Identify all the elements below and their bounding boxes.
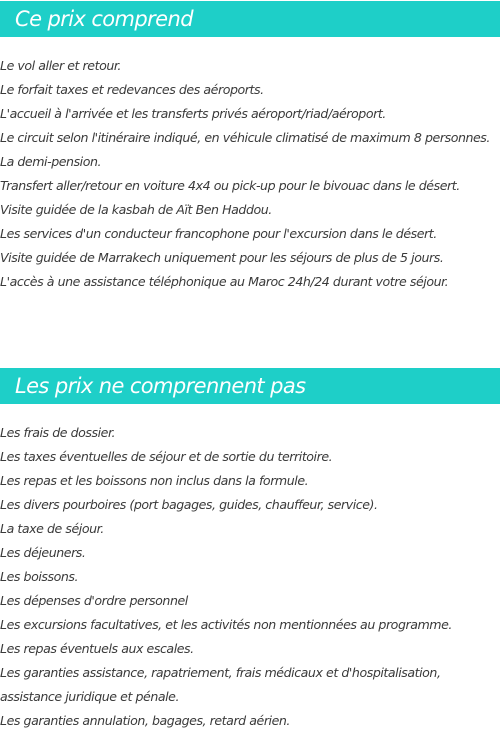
list-item: Les boissons. [0, 569, 79, 584]
list-item: Les services d'un conducteur francophone pour l'excursion dans le désert. [0, 226, 437, 241]
list-item: Le circuit selon l'itinéraire indiqué, en véhicule climatisé de maximum 8 personnes. [0, 130, 490, 145]
list-item: La taxe de séjour. [0, 521, 104, 536]
list-item: Les divers pourboires (port bagages, guides, chauffeur, service). [0, 497, 378, 512]
list-item: Visite guidée de la kasbah de Aït Ben Haddou. [0, 202, 272, 217]
list-item: Le forfait taxes et redevances des aéroports. [0, 82, 264, 97]
list-item: Les garanties annulation, bagages, retard aérien. [0, 713, 290, 728]
list-item: Les taxes éventuelles de séjour et de sortie du territoire. [0, 449, 333, 464]
price-excludes-list [0, 421, 500, 733]
list-item: Les repas éventuels aux escales. [0, 641, 194, 656]
list-item: L'accès à une assistance téléphonique au Maroc 24h/24 durant votre séjour. [0, 274, 449, 289]
price-includes-title: Ce prix comprend [15, 6, 193, 31]
list-item: Les frais de dossier. [0, 425, 116, 440]
price-includes-section [0, 1, 500, 294]
price-includes-list [0, 54, 500, 294]
list-item: Les dépenses d'ordre personnel [0, 593, 188, 608]
list-item: La demi-pension. [0, 154, 102, 169]
price-excludes-header [0, 368, 500, 404]
list-item: Les déjeuners. [0, 545, 86, 560]
list-item: Les garanties assistance, rapatriement, frais médicaux et d'hospitalisation, assistance juridique et pénale. [0, 665, 441, 704]
list-item: Visite guidée de Marrakech uniquement pour les séjours de plus de 5 jours. [0, 250, 444, 265]
price-excludes-title: Les prix ne comprennent pas [15, 373, 306, 398]
list-item: L'accueil à l'arrivée et les transferts privés aéroport/riad/aéroport. [0, 106, 386, 121]
list-item: Les repas et les boissons non inclus dans la formule. [0, 473, 309, 488]
list-item: Les excursions facultatives, et les activités non mentionnées au programme. [0, 617, 452, 632]
price-excludes-section [0, 368, 500, 733]
list-item: Le vol aller et retour. [0, 58, 121, 73]
price-includes-header [0, 1, 500, 37]
list-item: Transfert aller/retour en voiture 4x4 ou pick-up pour le bivouac dans le désert. [0, 178, 460, 193]
